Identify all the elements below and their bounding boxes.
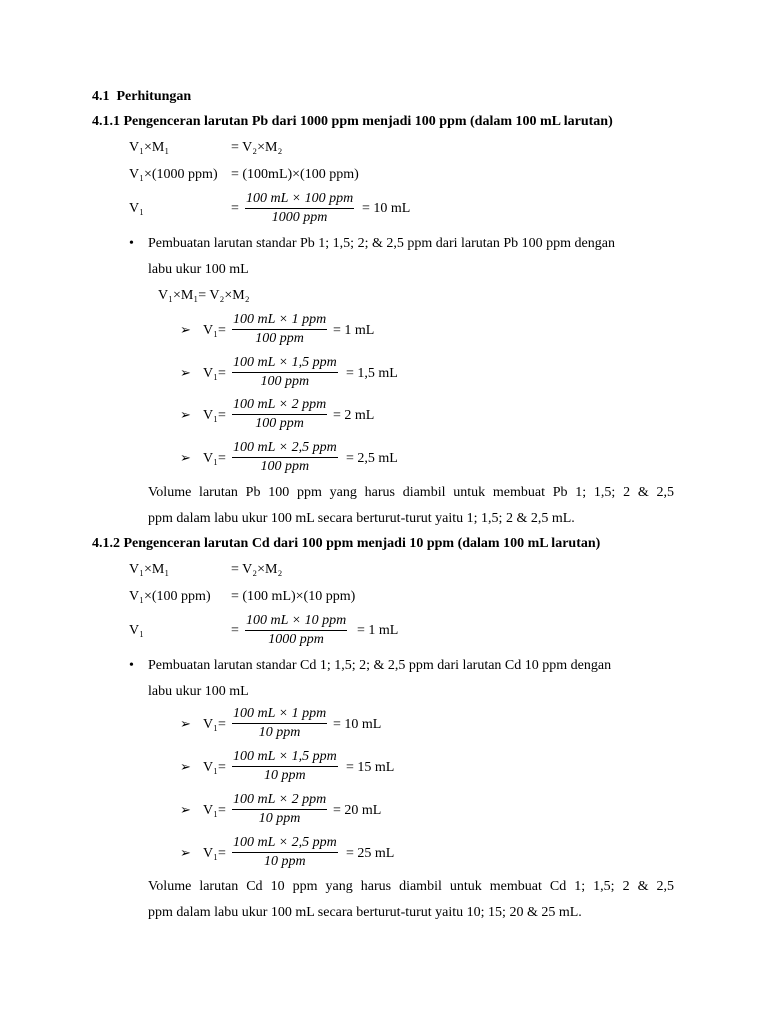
item-lhs: V₁=: [203, 366, 226, 381]
summary-text: Volume larutan Pb 100 ppm yang harus diambil untuk membuat Pb 1; 1,5; 2 & 2,5: [148, 485, 674, 500]
fraction-denominator: 10 ppm: [258, 725, 301, 740]
fraction-numerator: 100 mL × 10 ppm: [245, 614, 347, 631]
fraction-denominator: 10 ppm: [264, 768, 306, 783]
bullet-text: labu ukur 100 mL: [148, 262, 249, 277]
equation-right: = (100mL)×(100 ppm): [231, 167, 359, 182]
bullet-text: Pembuatan larutan standar Cd 1; 1,5; 2; & 2,5 ppm dari larutan Cd 10 ppm dengan: [148, 658, 612, 673]
subsection-title: Pengenceran larutan Cd dari 100 ppm menjadi 10 ppm (dalam 100 mL larutan): [123, 536, 601, 551]
equation-right: = (100 mL)×(10 ppm): [231, 589, 356, 604]
item-lhs: V₁=: [203, 323, 226, 338]
item-lhs: V₁=: [203, 717, 226, 732]
fraction-denominator: 1000 ppm: [271, 210, 328, 225]
summary-text: ppm dalam labu ukur 100 mL secara berturut-turut yaitu 10; 15; 20 & 25 mL.: [148, 905, 582, 920]
bullet-icon: •: [129, 658, 134, 673]
fraction-numerator: 100 mL × 2,5 ppm: [232, 836, 338, 853]
equation-result: = 1 mL: [357, 623, 399, 638]
fraction-denominator: 100 ppm: [255, 331, 304, 346]
fraction: [245, 192, 354, 225]
fraction: [232, 707, 327, 740]
subsection-number: 4.1.2: [92, 536, 120, 551]
fraction: [232, 441, 338, 474]
fraction: [232, 750, 338, 783]
item-lhs: V₁=: [203, 803, 226, 818]
equation-left: V₁×M₁: [129, 562, 170, 577]
bullet-text: labu ukur 100 mL: [148, 684, 249, 699]
arrow-bullet-icon: ➢: [180, 322, 191, 337]
section-title: Perhitungan: [116, 89, 192, 104]
arrow-bullet-icon: ➢: [180, 845, 191, 860]
item-result: = 2,5 mL: [346, 451, 398, 466]
item-lhs: V₁=: [203, 451, 226, 466]
section-number: 4.1: [92, 89, 110, 104]
equation-right: = V₂×M₂: [231, 140, 283, 155]
fraction-numerator: 100 mL × 2 ppm: [232, 793, 327, 810]
equation-right: = V₂×M₂: [231, 562, 283, 577]
equation-left: V₁×M₁: [129, 140, 170, 155]
arrow-bullet-icon: ➢: [180, 802, 191, 817]
item-result: = 1 mL: [333, 323, 375, 338]
equals-sign: =: [231, 201, 239, 216]
fraction-denominator: 10 ppm: [264, 854, 306, 869]
equation-left: V₁×(1000 ppm): [129, 167, 218, 182]
item-lhs: V₁=: [203, 408, 226, 423]
item-result: = 15 mL: [346, 760, 395, 775]
arrow-bullet-icon: ➢: [180, 716, 191, 731]
fraction-denominator: 100 ppm: [255, 416, 304, 431]
item-result: = 2 mL: [333, 408, 375, 423]
fraction-numerator: 100 mL × 2 ppm: [232, 398, 327, 415]
summary-text: ppm dalam labu ukur 100 mL secara berturut-turut yaitu 1; 1,5; 2 & 2,5 mL.: [148, 511, 575, 526]
fraction-numerator: 100 mL × 1,5 ppm: [232, 356, 338, 373]
arrow-bullet-icon: ➢: [180, 365, 191, 380]
equation-left: V₁: [129, 623, 144, 638]
equation-left: V₁×(100 ppm): [129, 589, 211, 604]
fraction: [232, 356, 338, 389]
item-lhs: V₁=: [203, 846, 226, 861]
fraction-denominator: 1000 ppm: [268, 632, 324, 647]
fraction-denominator: 10 ppm: [258, 811, 301, 826]
fraction: [232, 793, 327, 826]
arrow-bullet-icon: ➢: [180, 759, 191, 774]
fraction-numerator: 100 mL × 1 ppm: [232, 707, 327, 724]
subsection-heading-cd: [92, 537, 600, 551]
formula-line: V₁×M₁= V₂×M₂: [158, 288, 250, 303]
fraction-numerator: 100 mL × 1,5 ppm: [232, 750, 338, 767]
fraction: [245, 614, 347, 647]
item-result: = 25 mL: [346, 846, 395, 861]
fraction-denominator: 100 ppm: [260, 374, 310, 389]
item-lhs: V₁=: [203, 760, 226, 775]
equals-sign: =: [231, 623, 239, 638]
fraction-denominator: 100 ppm: [260, 459, 310, 474]
fraction: [232, 398, 327, 431]
subsection-title: Pengenceran larutan Pb dari 1000 ppm menjadi 100 ppm (dalam 100 mL larutan): [123, 114, 613, 129]
bullet-text: Pembuatan larutan standar Pb 1; 1,5; 2; & 2,5 ppm dari larutan Pb 100 ppm dengan: [148, 236, 615, 251]
bullet-icon: •: [129, 236, 134, 251]
equation-left: V₁: [129, 201, 144, 216]
subsection-number: 4.1.1: [92, 114, 120, 129]
fraction: [232, 313, 327, 346]
section-heading: [92, 90, 191, 104]
item-result: = 1,5 mL: [346, 366, 398, 381]
item-result: = 20 mL: [333, 803, 382, 818]
fraction: [232, 836, 338, 869]
equation-result: = 10 mL: [362, 201, 411, 216]
fraction-numerator: 100 mL × 1 ppm: [232, 313, 327, 330]
item-result: = 10 mL: [333, 717, 382, 732]
summary-text: Volume larutan Cd 10 ppm yang harus diambil untuk membuat Cd 1; 1,5; 2 & 2,5: [148, 879, 674, 894]
arrow-bullet-icon: ➢: [180, 407, 191, 422]
arrow-bullet-icon: ➢: [180, 450, 191, 465]
fraction-numerator: 100 mL × 2,5 ppm: [232, 441, 338, 458]
subsection-heading-pb: [92, 115, 613, 129]
fraction-numerator: 100 mL × 100 ppm: [245, 192, 354, 209]
